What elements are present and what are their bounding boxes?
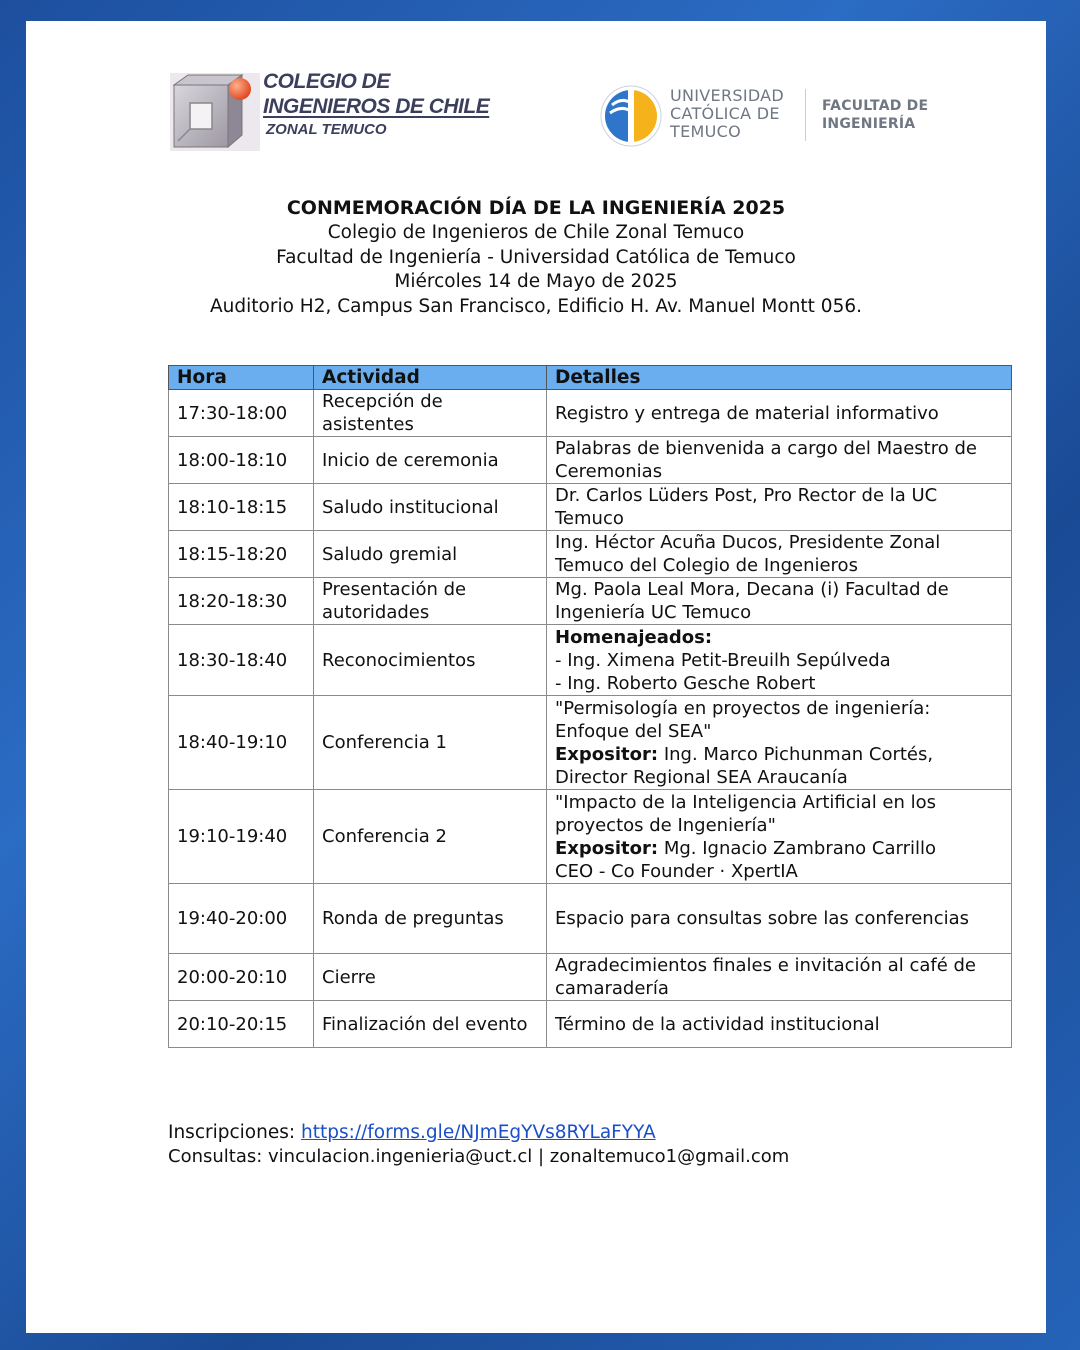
cell-hora: 19:40-20:00 xyxy=(169,884,314,954)
cell-actividad: Saludo gremial xyxy=(314,531,547,578)
uct-line-1: UNIVERSIDAD xyxy=(670,86,785,105)
cell-actividad: Recepción de asistentes xyxy=(314,390,547,437)
cell-detalles: Término de la actividad institucional xyxy=(547,1001,1012,1048)
table-row xyxy=(169,437,1012,484)
cell-detalles: Mg. Paola Leal Mora, Decana (i) Facultad de Ingeniería UC Temuco xyxy=(547,578,1012,625)
speaker-name: Ing. Marco Pichunman Cortés, Director Regional SEA Araucanía xyxy=(555,743,934,788)
cell-actividad: Saludo institucional xyxy=(314,484,547,531)
table-row xyxy=(169,954,1012,1001)
logo-line-1: COLEGIO DE xyxy=(263,70,390,93)
uct-wordmark xyxy=(670,87,784,141)
cell-actividad: Presentación de autoridades xyxy=(314,578,547,625)
cell-actividad: Inicio de ceremonia xyxy=(314,437,547,484)
cell-actividad: Ronda de preguntas xyxy=(314,884,547,954)
uct-line-3: TEMUCO xyxy=(670,122,741,141)
logo-divider xyxy=(805,89,806,141)
table-row xyxy=(169,531,1012,578)
facultad-wordmark xyxy=(822,97,928,133)
uct-emblem-icon xyxy=(600,85,662,147)
event-header xyxy=(26,195,1046,319)
colegio-ingenieros-wordmark xyxy=(263,69,489,141)
registration-label: Inscripciones: xyxy=(168,1122,301,1143)
organizer-line: Colegio de Ingenieros de Chile Zonal Temuco xyxy=(327,222,745,243)
cell-detalles: Ing. Héctor Acuña Ducos, Presidente Zonal Temuco del Colegio de Ingenieros xyxy=(547,531,1012,578)
cell-hora: 20:00-20:10 xyxy=(169,954,314,1001)
table-row xyxy=(169,884,1012,954)
honoree-1: - Ing. Ximena Petit-Breuilh Sepúlveda xyxy=(555,649,891,671)
speaker-name: Mg. Ignacio Zambrano Carrillo xyxy=(658,837,937,859)
cell-detalles: Registro y entrega de material informativo xyxy=(547,390,1012,437)
registration-link[interactable]: https://forms.gle/NJmEgYVs8RYLaFYYA xyxy=(300,1122,656,1143)
speaker-line xyxy=(555,743,1003,789)
fac-line-1: FACULTAD DE xyxy=(822,98,929,114)
cell-actividad: Conferencia 1 xyxy=(314,696,547,790)
honoree-2: - Ing. Roberto Gesche Robert xyxy=(555,672,816,694)
document-sheet xyxy=(26,21,1046,1333)
table-row xyxy=(169,625,1012,696)
table-row xyxy=(169,1001,1012,1048)
date-line: Miércoles 14 de Mayo de 2025 xyxy=(394,271,678,292)
cell-detalles xyxy=(547,696,1012,790)
table-header-row xyxy=(169,366,1012,390)
table-row xyxy=(169,790,1012,884)
cell-detalles: Dr. Carlos Lüders Post, Pro Rector de la UC Temuco xyxy=(547,484,1012,531)
agenda-table xyxy=(168,365,1012,1048)
expositor-label: Expositor: xyxy=(555,837,659,859)
header-hora: Hora xyxy=(169,366,314,390)
cell-actividad: Reconocimientos xyxy=(314,625,547,696)
conference-topic: "Permisología en proyectos de ingeniería: Enfoque del SEA" xyxy=(555,697,931,742)
header-actividad: Actividad xyxy=(314,366,547,390)
faculty-line: Facultad de Ingeniería - Universidad Católica de Temuco xyxy=(276,246,796,268)
speaker-line xyxy=(555,837,1003,860)
table-row xyxy=(169,578,1012,625)
uct-logo xyxy=(600,83,930,153)
footer xyxy=(168,1121,789,1169)
cell-hora: 18:40-19:10 xyxy=(169,696,314,790)
cell-actividad: Conferencia 2 xyxy=(314,790,547,884)
cell-hora: 18:10-18:15 xyxy=(169,484,314,531)
contact-line: Consultas: vinculacion.ingenieria@uct.cl | zonaltemuco1@gmail.com xyxy=(168,1146,790,1167)
table-row xyxy=(169,390,1012,437)
table-row xyxy=(169,484,1012,531)
cell-hora: 20:10-20:15 xyxy=(169,1001,314,1048)
cell-hora: 18:00-18:10 xyxy=(169,437,314,484)
cell-actividad: Cierre xyxy=(314,954,547,1001)
cell-detalles: Espacio para consultas sobre las conferencias xyxy=(547,884,1012,954)
cube-logo-icon xyxy=(170,73,260,151)
cell-hora: 18:20-18:30 xyxy=(169,578,314,625)
cell-hora: 18:15-18:20 xyxy=(169,531,314,578)
cell-detalles xyxy=(547,625,1012,696)
logo-line-3: ZONAL TEMUCO xyxy=(266,121,387,138)
cell-hora: 18:30-18:40 xyxy=(169,625,314,696)
fac-line-2: INGENIERÍA xyxy=(822,116,916,132)
cell-actividad: Finalización del evento xyxy=(314,1001,547,1048)
event-title: CONMEMORACIÓN DÍA DE LA INGENIERÍA 2025 xyxy=(286,197,786,219)
table-row xyxy=(169,696,1012,790)
header-detalles: Detalles xyxy=(547,366,1012,390)
cell-hora: 19:10-19:40 xyxy=(169,790,314,884)
venue-line: Auditorio H2, Campus San Francisco, Edificio H. Av. Manuel Montt 056. xyxy=(210,295,862,317)
cell-detalles: Agradecimientos finales e invitación al café de camaradería xyxy=(547,954,1012,1001)
conference-topic: "Impacto de la Inteligencia Artificial en los proyectos de Ingeniería" xyxy=(555,791,937,836)
colegio-ingenieros-logo xyxy=(170,69,490,153)
speaker-role: CEO - Co Founder · XpertIA xyxy=(555,860,798,882)
uct-line-2: CATÓLICA DE xyxy=(670,104,780,123)
homenajeados-label: Homenajeados: xyxy=(555,626,713,648)
cell-detalles: Palabras de bienvenida a cargo del Maestro de Ceremonias xyxy=(547,437,1012,484)
cell-detalles xyxy=(547,790,1012,884)
logo-line-2: INGENIEROS DE CHILE xyxy=(263,95,490,118)
expositor-label: Expositor: xyxy=(555,743,659,765)
cell-hora: 17:30-18:00 xyxy=(169,390,314,437)
registration-line xyxy=(168,1121,789,1145)
